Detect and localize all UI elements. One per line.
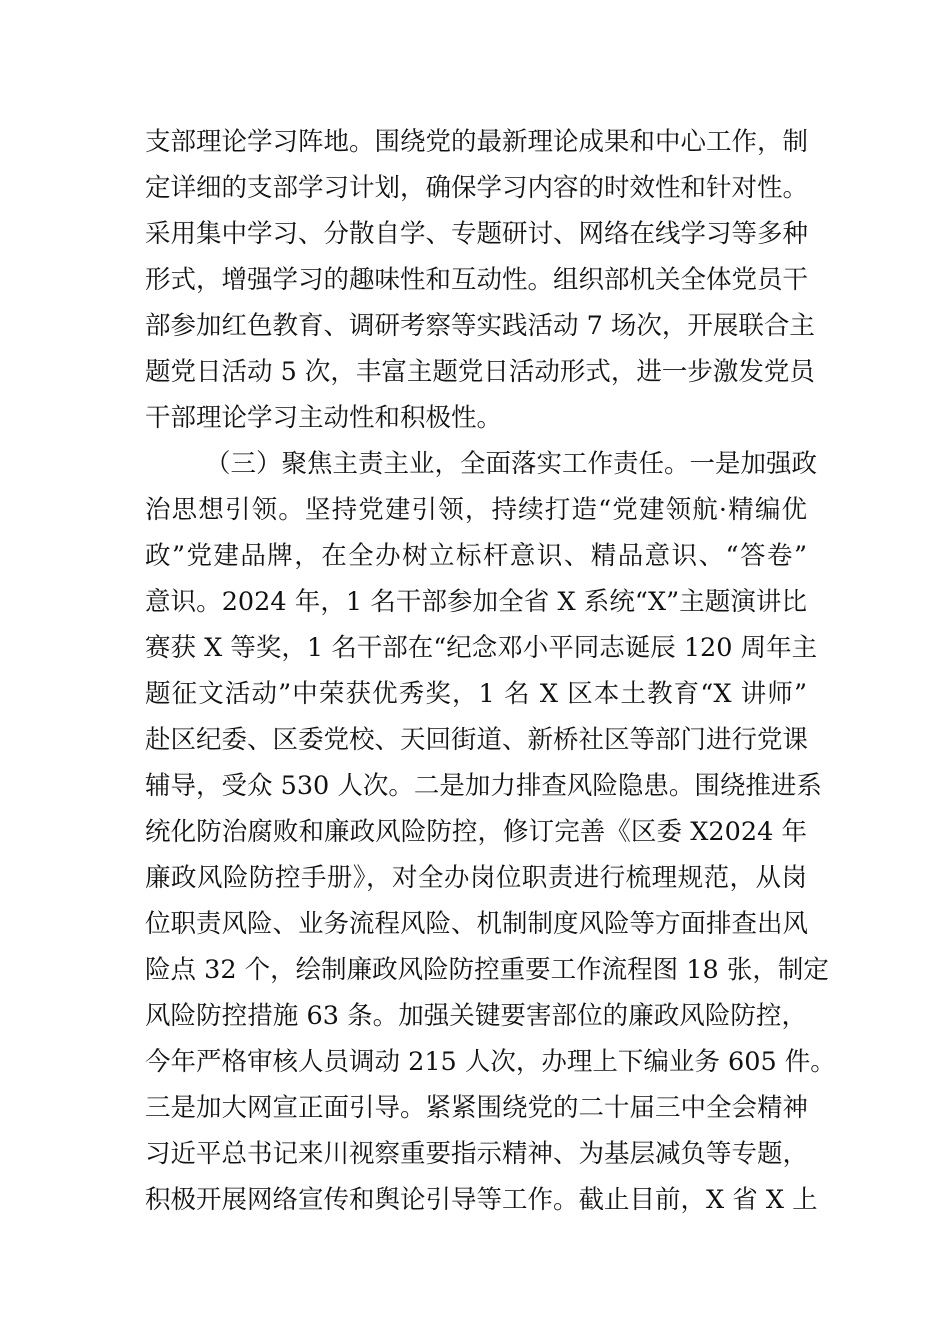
text-line-6: 题党日活动 5 次，丰富主题党日活动形式，进一步激发党员 [145, 357, 815, 387]
text-line-5: 部参加红色教育、调研考察等实践活动 7 场次，开展联合主 [145, 311, 815, 341]
text-line-4: 形式，增强学习的趣味性和互动性。组织部机关全体党员干 [145, 265, 809, 295]
text-line-23: 习近平总书记来川视察重要指示精神、为基层减负等专题， [145, 1139, 809, 1169]
text-line-14: 赴区纪委、区委党校、天回街道、新桥社区等部门进行党课 [145, 725, 809, 755]
text-line-13: 题征文活动”中荣获优秀奖，1 名 X 区本土教育“X 讲师” [145, 679, 807, 709]
text-line-7: 干部理论学习主动性和积极性。 [145, 403, 503, 433]
text-line-20: 风险防控措施 63 条。加强关键要害部位的廉政风险防控， [145, 1001, 807, 1031]
text-line-22: 三是加大网宣正面引导。紧紧围绕党的二十届三中全会精神 [145, 1093, 809, 1123]
text-line-24: 积极开展网络宣传和舆论引导等工作。截止目前，X 省 X 上 [145, 1185, 818, 1215]
text-line-3: 采用集中学习、分散自学、专题研讨、网络在线学习等多种 [145, 219, 809, 249]
text-line-9: 治思想引领。坚持党建引领，持续打造“党建领航·精编优 [145, 495, 807, 525]
text-line-16: 统化防治腐败和廉政风险防控，修订完善《区委 X2024 年 [145, 817, 807, 847]
text-line-2: 定详细的支部学习计划，确保学习内容的时效性和针对性。 [145, 173, 809, 203]
text-line-18: 位职责风险、业务流程风险、机制制度风险等方面排查出风 [145, 909, 809, 939]
text-line-19: 险点 32 个，绘制廉政风险防控重要工作流程图 18 张，制定 [145, 955, 829, 985]
text-line-12: 赛获 X 等奖，1 名干部在“纪念邓小平同志诞辰 120 周年主 [145, 633, 818, 663]
text-line-1: 支部理论学习阵地。围绕党的最新理论成果和中心工作，制 [145, 127, 809, 157]
text-line-15: 辅导，受众 530 人次。二是加力排查风险隐患。围绕推进系 [145, 771, 822, 801]
text-line-11: 意识。2024 年，1 名干部参加全省 X 系统“X”主题演讲比 [145, 587, 807, 617]
text-line-21: 今年严格审核人员调动 215 人次，办理上下编业务 605 件。 [145, 1047, 836, 1077]
section-heading-line: （三）聚焦主责主业，全面落实工作责任。一是加强政 [205, 449, 818, 479]
text-line-17: 廉政风险防控手册》，对全办岗位职责进行梳理规范，从岗 [145, 863, 807, 893]
text-line-10: 政”党建品牌，在全办树立标杆意识、精品意识、“答卷” [145, 541, 807, 571]
